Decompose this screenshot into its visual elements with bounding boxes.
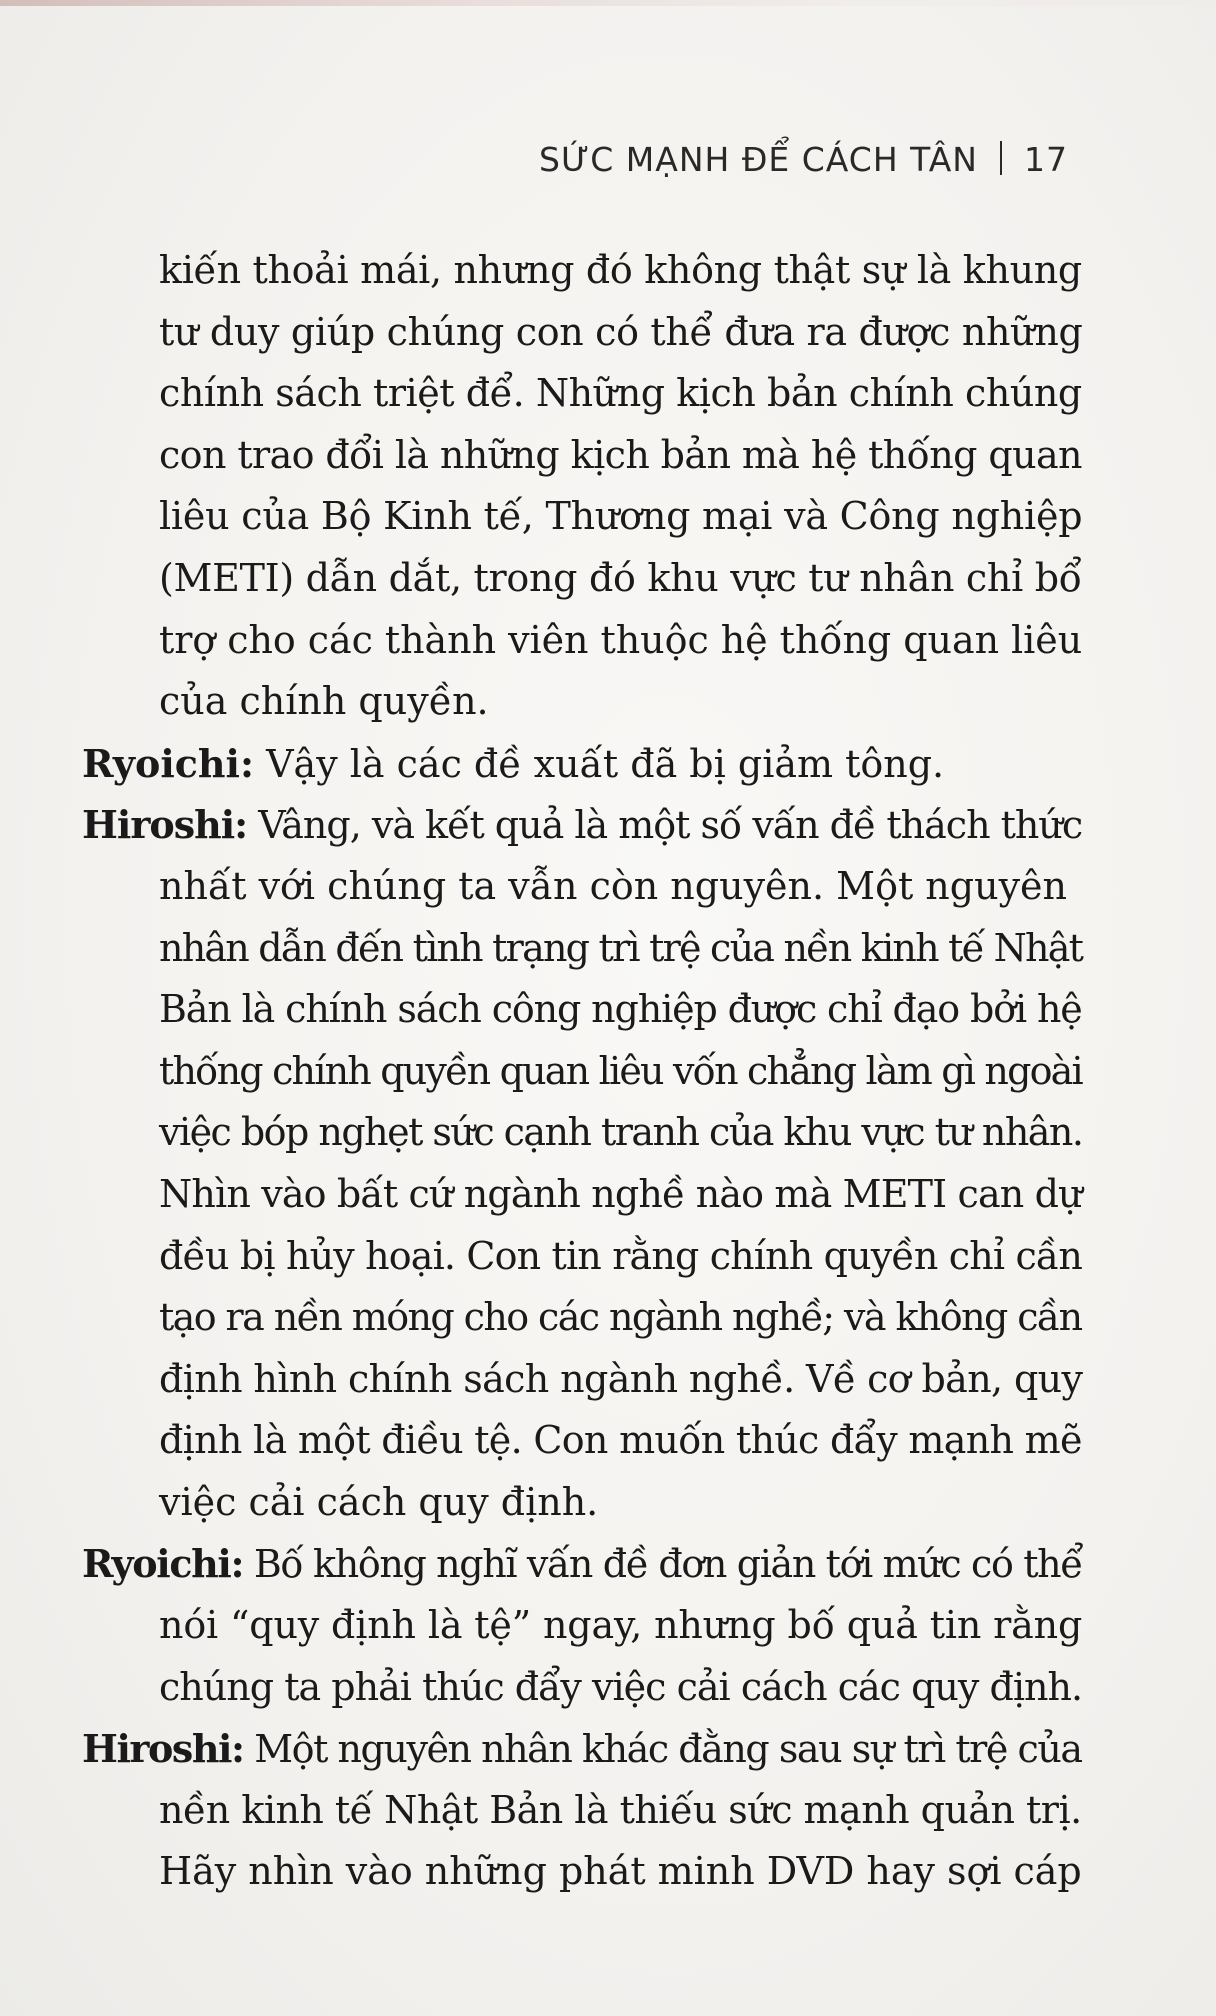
text-line [82,240,1082,302]
text-line [82,671,1082,733]
chapter-title: SỨC MẠNH ĐỂ CÁCH TÂN [539,140,978,179]
text-line [82,1595,1082,1657]
text-line [82,548,1082,610]
text-line [82,918,1082,980]
text-line [82,1349,1082,1411]
line-text: nhất với chúng ta vẫn còn nguyên. Một nguyên [159,863,1067,908]
text-line [82,1841,1082,1903]
line-text: Vâng, và kết quả là một số vấn đề thách thức [247,803,1083,848]
line-text: thống chính quyền quan liêu vốn chẳng làm gì ngoài [159,1048,1082,1093]
page-edge-shadow [0,0,1216,6]
line-text: tạo ra nền móng cho các ngành nghề; và không cần [159,1295,1082,1340]
header-divider [1000,141,1002,175]
line-text: định hình chính sách ngành nghề. Về cơ bản, quy [159,1356,1083,1401]
text-line [82,979,1082,1041]
line-text: tư duy giúp chúng con có thể đưa ra được những [159,309,1083,354]
line-text: nhân dẫn đến tình trạng trì trệ của nền kinh tế Nhật [159,925,1083,970]
line-text: chính sách triệt để. Những kịch bản chính chúng [159,371,1082,416]
text-line [82,1472,1082,1534]
line-text: Một nguyên nhân khác đằng sau sự trì trệ của [243,1727,1082,1772]
dialogue-line-start [82,1718,1082,1780]
line-text: định là một điều tệ. Con muốn thúc đẩy mạnh mẽ [159,1418,1082,1463]
text-line [82,1287,1082,1349]
line-text: nói “quy định là tệ” ngay, nhưng bố quả tin rằng [159,1603,1083,1648]
line-text: con trao đổi là những kịch bản mà hệ thống quan [159,432,1082,477]
speaker-name: Ryoichi: [82,1541,244,1587]
line-text: Bản là chính sách công nghiệp được chỉ đạo bởi hệ [159,987,1082,1032]
line-text: Vậy là các đề xuất đã bị giảm tông. [254,741,945,786]
text-line [82,1041,1082,1103]
line-text: Hãy nhìn vào những phát minh DVD hay sợi cáp [159,1849,1082,1894]
line-text: kiến thoải mái, nhưng đó không thật sự là khung [159,248,1082,292]
line-text: việc cải cách quy định. [159,1479,599,1524]
text-line [82,1780,1082,1842]
text-line [82,302,1082,364]
speaker-name: Hiroshi: [82,1726,244,1772]
line-text: (METI) dẫn dắt, trong đó khu vực tư nhân chỉ bổ [159,555,1082,600]
text-line [82,1226,1082,1288]
dialogue-line-start [82,733,1082,795]
text-line [82,1410,1082,1472]
text-line [82,1657,1082,1719]
text-line [82,425,1082,487]
running-header [539,140,1068,179]
line-text: đều bị hủy hoại. Con tin rằng chính quyền chỉ cần [159,1233,1082,1278]
dialogue-line-start [82,794,1082,856]
page-number: 17 [1024,140,1068,179]
text-line [82,1164,1082,1226]
speaker-name: Ryoichi: [82,740,255,786]
body-text [82,240,1082,1903]
line-text: Bố không nghĩ vấn đề đơn giản tới mức có thể [243,1542,1083,1587]
text-line [82,610,1082,672]
text-line [82,363,1082,425]
line-text: nền kinh tế Nhật Bản là thiếu sức mạnh quản trị. [159,1787,1082,1832]
line-text: của chính quyền. [159,679,489,724]
line-text: liêu của Bộ Kinh tế, Thương mại và Công nghiệp [159,494,1083,539]
text-line [82,1102,1082,1164]
dialogue-line-start [82,1533,1082,1595]
line-text: việc bóp nghẹt sức cạnh tranh của khu vực tư nhân. [159,1110,1083,1155]
text-line [82,856,1082,918]
text-line [82,486,1082,548]
line-text: Nhìn vào bất cứ ngành nghề nào mà METI can dự [159,1171,1082,1216]
line-text: chúng ta phải thúc đẩy việc cải cách các quy định. [159,1664,1083,1709]
line-text: trợ cho các thành viên thuộc hệ thống quan liêu [159,617,1083,662]
speaker-name: Hiroshi: [82,802,248,848]
